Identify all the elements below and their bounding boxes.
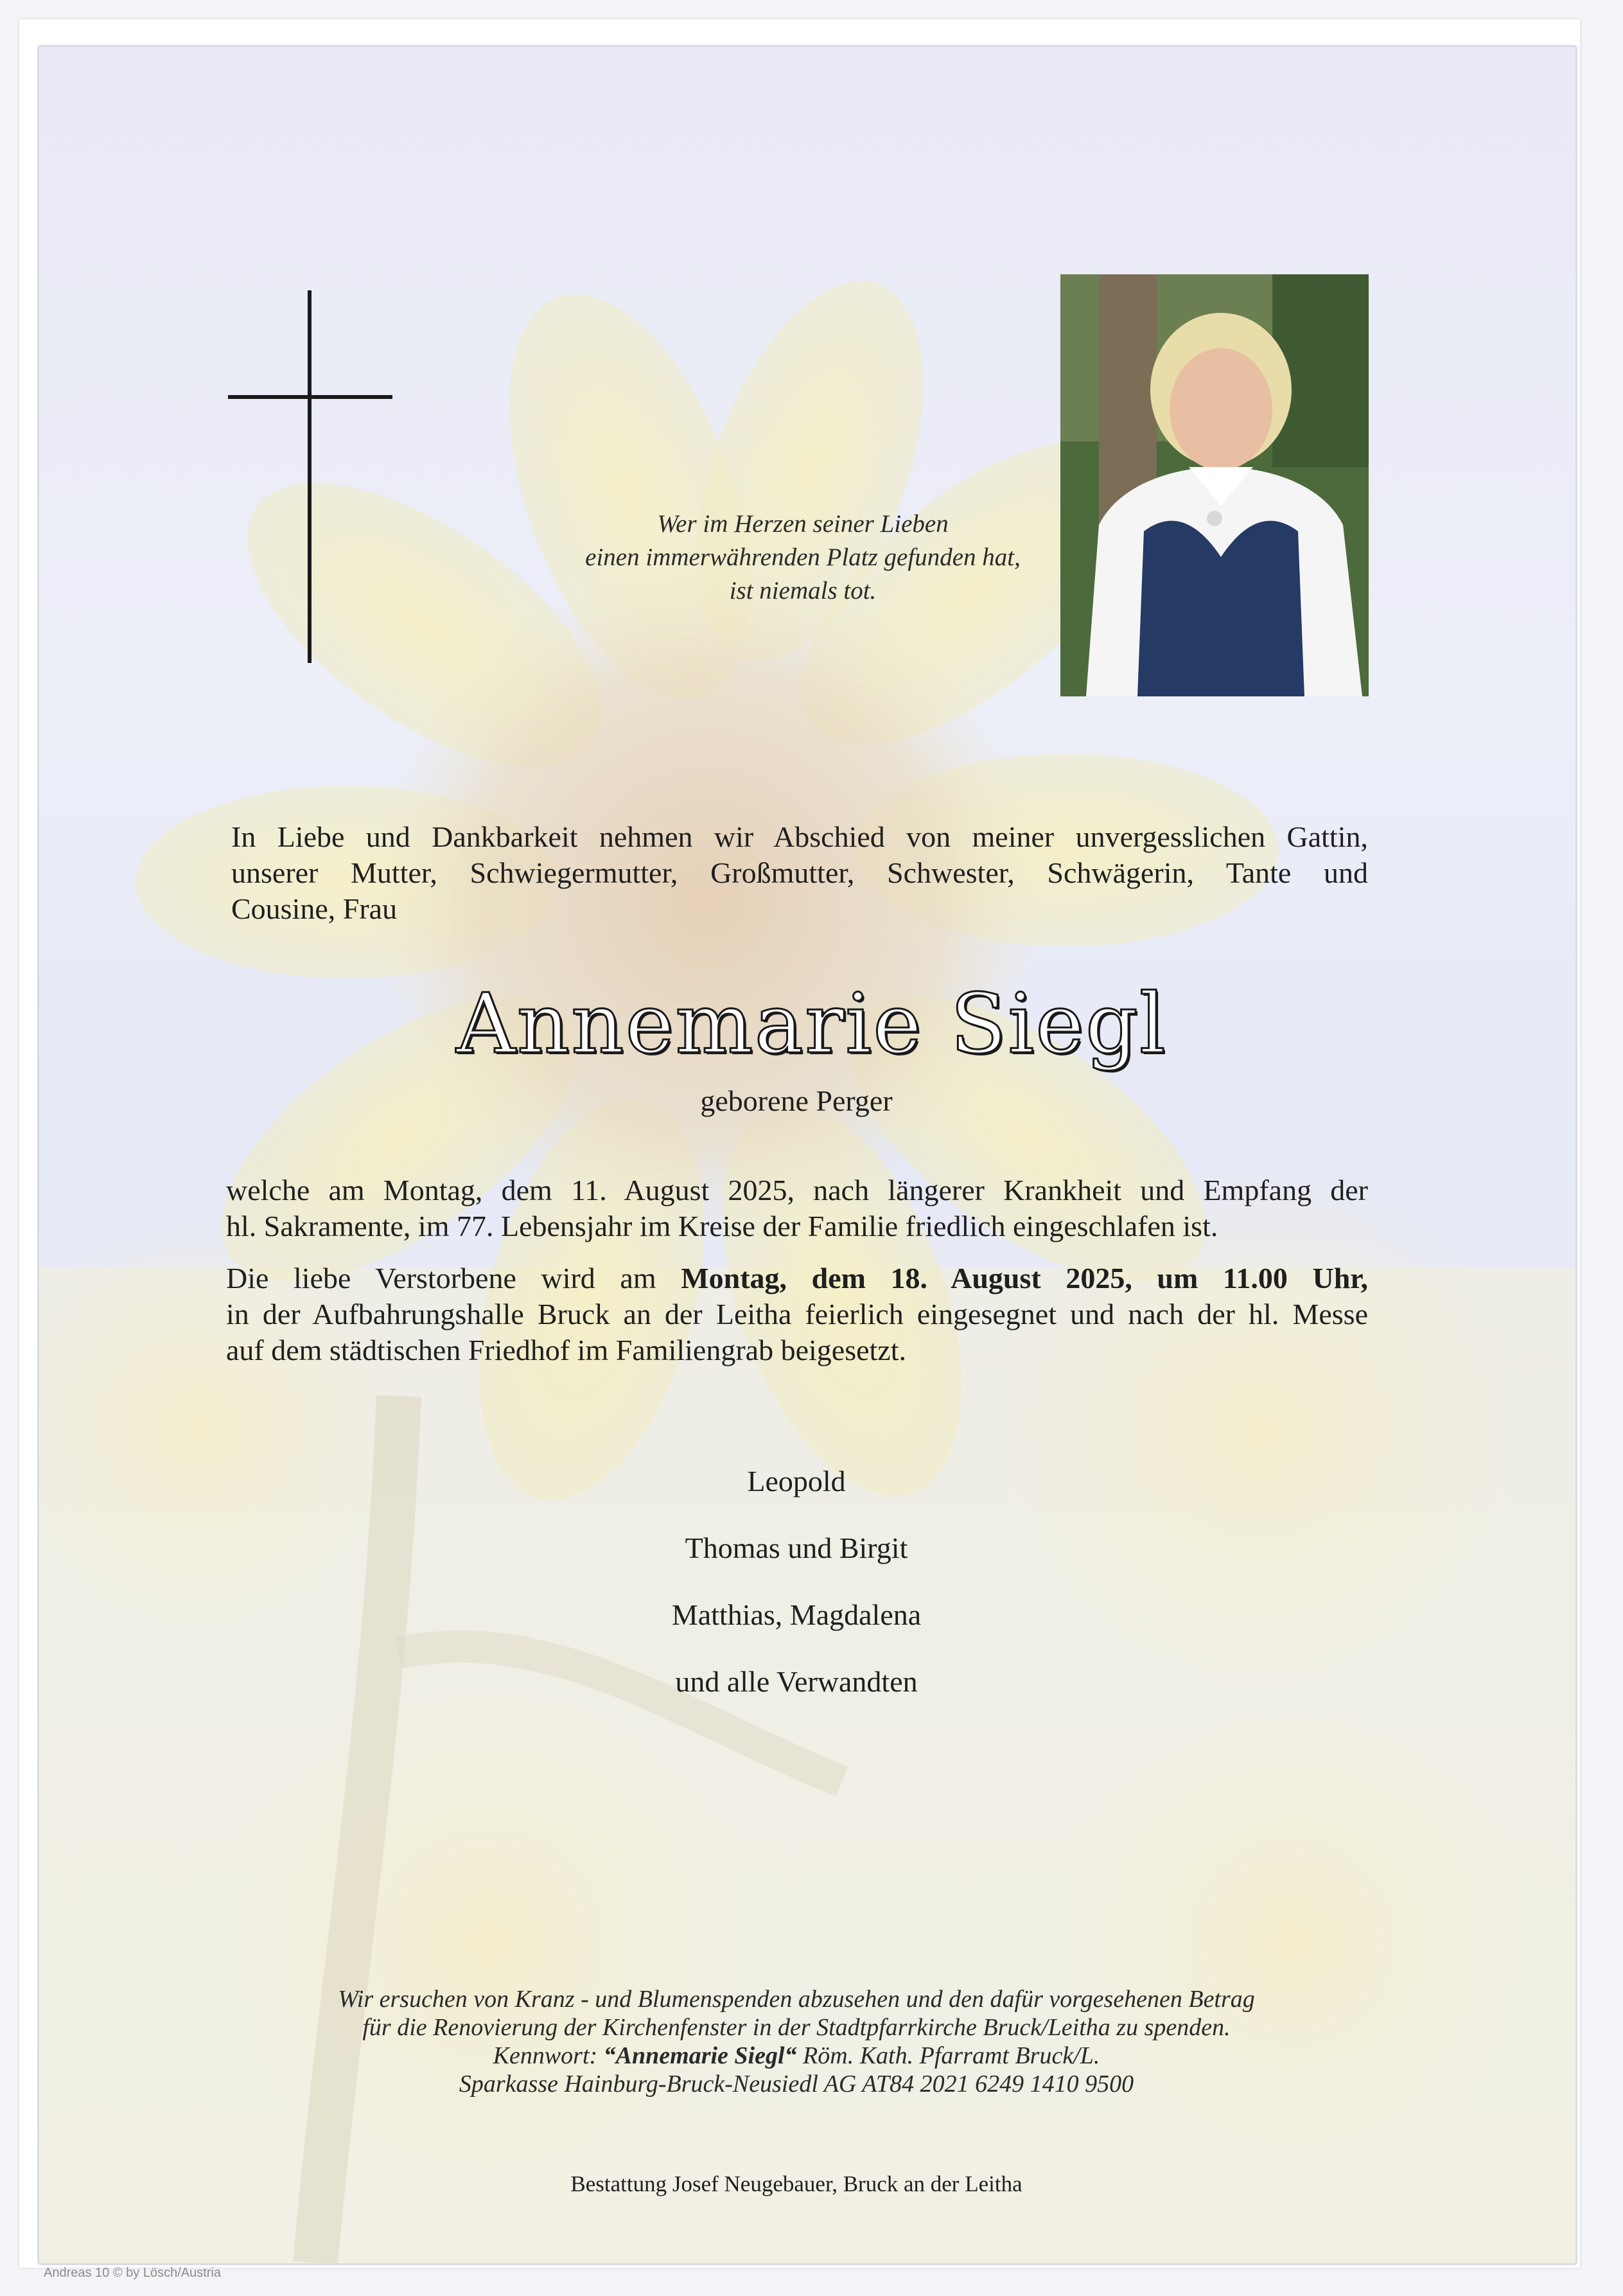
keyword-label: Kennwort: [493,2042,604,2069]
motto-line: einen immerwährenden Platz gefunden hat, [585,543,1021,571]
mourner: und alle Verwandten [675,1665,918,1698]
birth-name: geborene Perger [700,1084,893,1117]
death-notice-line: welche am Montag, dem 11. August 2025, nach längerer Krankheit und Empfang der [226,1174,1368,1206]
request-line: Wir ersuchen von Kranz - und Blumenspenden abzusehen und den dafür vorgesehenen Betrag [338,1986,1255,2013]
funeral-prefix: Die liebe Verstorbene wird am [226,1262,681,1294]
intro-line: In Liebe und Dankbarkeit nehmen wir Abschied von meiner unvergesslichen Gattin, [231,820,1368,853]
mourner: Matthias, Magdalena [671,1598,922,1631]
mourner: Leopold [747,1465,846,1497]
template-credit: Andreas 10 © by Lösch/Austria [44,2266,221,2280]
memorial-motto [398,508,1207,608]
cross-horizontal-bar [228,395,392,399]
motto-line: Wer im Herzen seiner Lieben [657,510,949,538]
death-notice-line: hl. Sakramente, im 77. Lebensjahr im Kreise der Familie friedlich eingeschlafen ist. [226,1210,1218,1242]
funeral-line [226,1260,1368,1296]
request-keyword-line [257,2042,1336,2070]
donation-request [257,1985,1336,2098]
funeral-details [226,1260,1368,1368]
funeral-line: auf dem städtischen Friedhof im Familiengrab beigesetzt. [226,1334,906,1366]
bank-details: Sparkasse Hainburg-Bruck-Neusiedl AG AT84 2021 6249 1410 9500 [459,2071,1134,2097]
funeral-date-time: Montag, dem 18. August 2025, um 11.00 Uhr, [681,1262,1368,1294]
cross-vertical-bar [308,290,311,663]
mourner: Thomas und Birgit [685,1532,908,1564]
undertaker: Bestattung Josef Neugebauer, Bruck an der Leitha [570,2171,1022,2196]
mourners-list [0,1463,1593,1731]
death-notice [226,1172,1368,1244]
keyword: “Annemarie Siegl“ [603,2042,797,2069]
deceased-name: Annemarie Siegl [456,976,1167,1072]
portrait-photo [1060,274,1369,696]
intro-line: Cousine, Frau [231,892,398,925]
intro-line: unserer Mutter, Schwiegermutter, Großmutter, Schwester, Schwägerin, Tante und [231,856,1368,889]
recipient: Röm. Kath. Pfarramt Bruck/L. [796,2042,1100,2069]
request-line: für die Renovierung der Kirchenfenster in der Stadtpfarrkirche Bruck/Leitha zu spenden. [362,2014,1231,2041]
farewell-intro [231,819,1368,927]
funeral-line: in der Aufbahrungshalle Bruck an der Leitha feierlich eingesegnet und nach der hl. Messe [226,1298,1368,1330]
motto-line: ist niemals tot. [729,577,877,605]
